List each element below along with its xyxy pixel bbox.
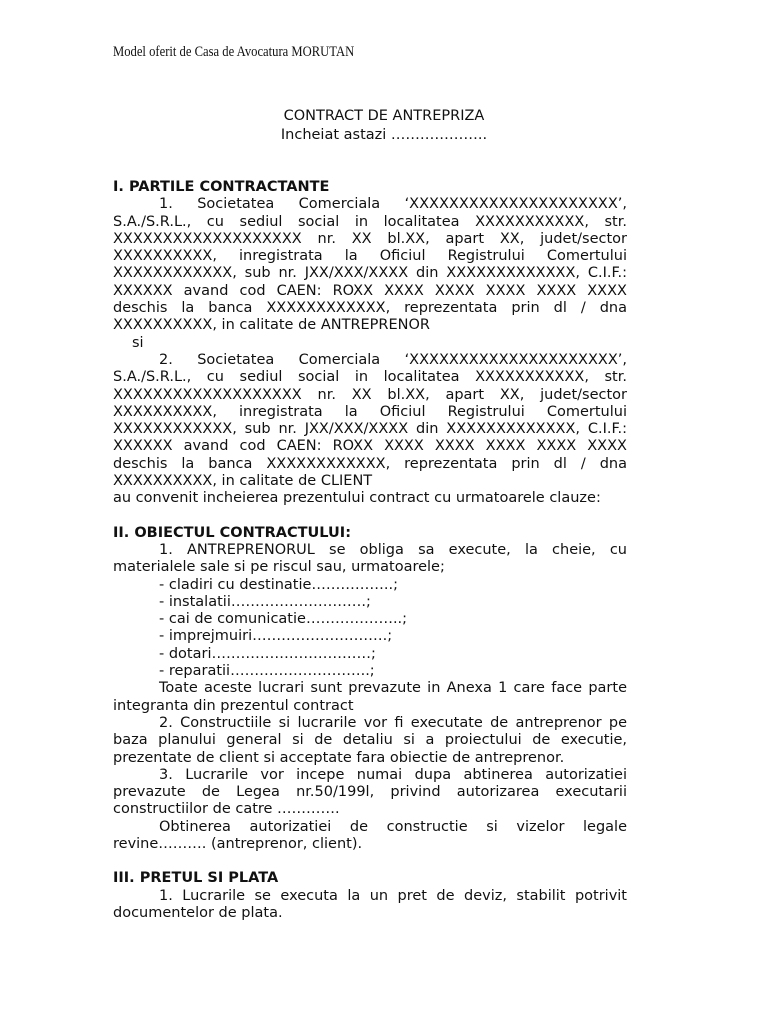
authorization-paragraph: Obtinerea autorizatiei de constructie si vizelor legale revine………. (antreprenor, client). (113, 818, 627, 852)
conjunction-si: si (132, 334, 144, 351)
object-clause-1: 1. ANTREPRENORUL se obliga sa execute, la cheie, cu materialele sale si pe riscul sau, urmatoarele; (113, 541, 627, 576)
section-heading-object: II. OBIECTUL CONTRACTULUI: (113, 524, 351, 541)
work-item: - cai de comunicatie………………..; (159, 611, 408, 628)
object-clause-2: 2. Constructiile si lucrarile vor fi executate de antreprenor pe baza planului general si de detaliu si a proiectului de executie, prezentate de client si acceptate fara obiectie de antreprenor. (113, 714, 627, 766)
work-item: - instalatii……………………….; (159, 593, 371, 610)
document-body (113, 179, 627, 922)
page-header: Model oferit de Casa de Avocatura MORUTAN (113, 44, 355, 60)
price-clause-1: 1. Lucrarile se executa la un pret de deviz, stabilit potrivit documentelor de plata. (113, 887, 627, 921)
party-2-paragraph: 2. Societatea Comerciala ‘XXXXXXXXXXXXXXXXXXXXX’, S.A./S.R.L., cu sediul social in localitatea XXXXXXXXXXX, str. XXXXXXXXXXXXXXXXXXX nr. XX bl.XX, apart XX, judet/sector XXXXXXXXXX, inregistrata la Oficiul Registrului Comertului XXXXXXXXXXXX, sub nr. JXX/XXX/XXXX din XXXXXXXXXXXXX, C.I.F.: XXXXXX avand cod CAEN: ROXX XXXX XXXX XXXX XXXX XXXX deschis la banca XXXXXXXXXXXX, reprezentata prin dl / dna XXXXXXXXXX, in calitate de CLIENT (113, 351, 627, 490)
annex-paragraph: Toate aceste lucrari sunt prevazute in Anexa 1 care face parte integranta din prezentul contract (113, 680, 627, 714)
work-item: - dotari……………………………; (159, 645, 376, 662)
work-item: - cladiri cu destinatie……………..; (159, 576, 399, 593)
work-item: - reparatii………………………..; (159, 663, 375, 680)
parties-closing: au convenit incheierea prezentului contract cu urmatoarele clauze: (113, 490, 601, 507)
object-clause-3: 3. Lucrarile vor incepe numai dupa abtinerea autorizatiei prevazute de Legea nr.50/199l, privind autorizarea executarii constructiilor de catre …………. (113, 766, 627, 818)
party-1-paragraph: 1. Societatea Comerciala ‘XXXXXXXXXXXXXXXXXXXXX’, S.A./S.R.L., cu sediul social in localitatea XXXXXXXXXXX, str. XXXXXXXXXXXXXXXXXXX nr. XX bl.XX, apart XX, judet/sector XXXXXXXXXX, inregistrata la Oficiul Registrului Comertului XXXXXXXXXXXX, sub nr. JXX/XXX/XXXX din XXXXXXXXXXXXX, C.I.F.: XXXXXX avand cod CAEN: ROXX XXXX XXXX XXXX XXXX XXXX deschis la banca XXXXXXXXXXXX, reprezentata prin dl / dna XXXXXXXXXX, in calitate de ANTREPRENOR (113, 196, 627, 334)
document-subtitle: Incheiat astazi ……………….. (280, 127, 488, 143)
document-title: CONTRACT DE ANTREPRIZA (283, 108, 485, 124)
section-heading-price: III. PRETUL SI PLATA (113, 870, 279, 887)
work-item: - imprejmuiri……………………….; (159, 628, 393, 645)
section-heading-parties: I. PARTILE CONTRACTANTE (113, 179, 330, 195)
